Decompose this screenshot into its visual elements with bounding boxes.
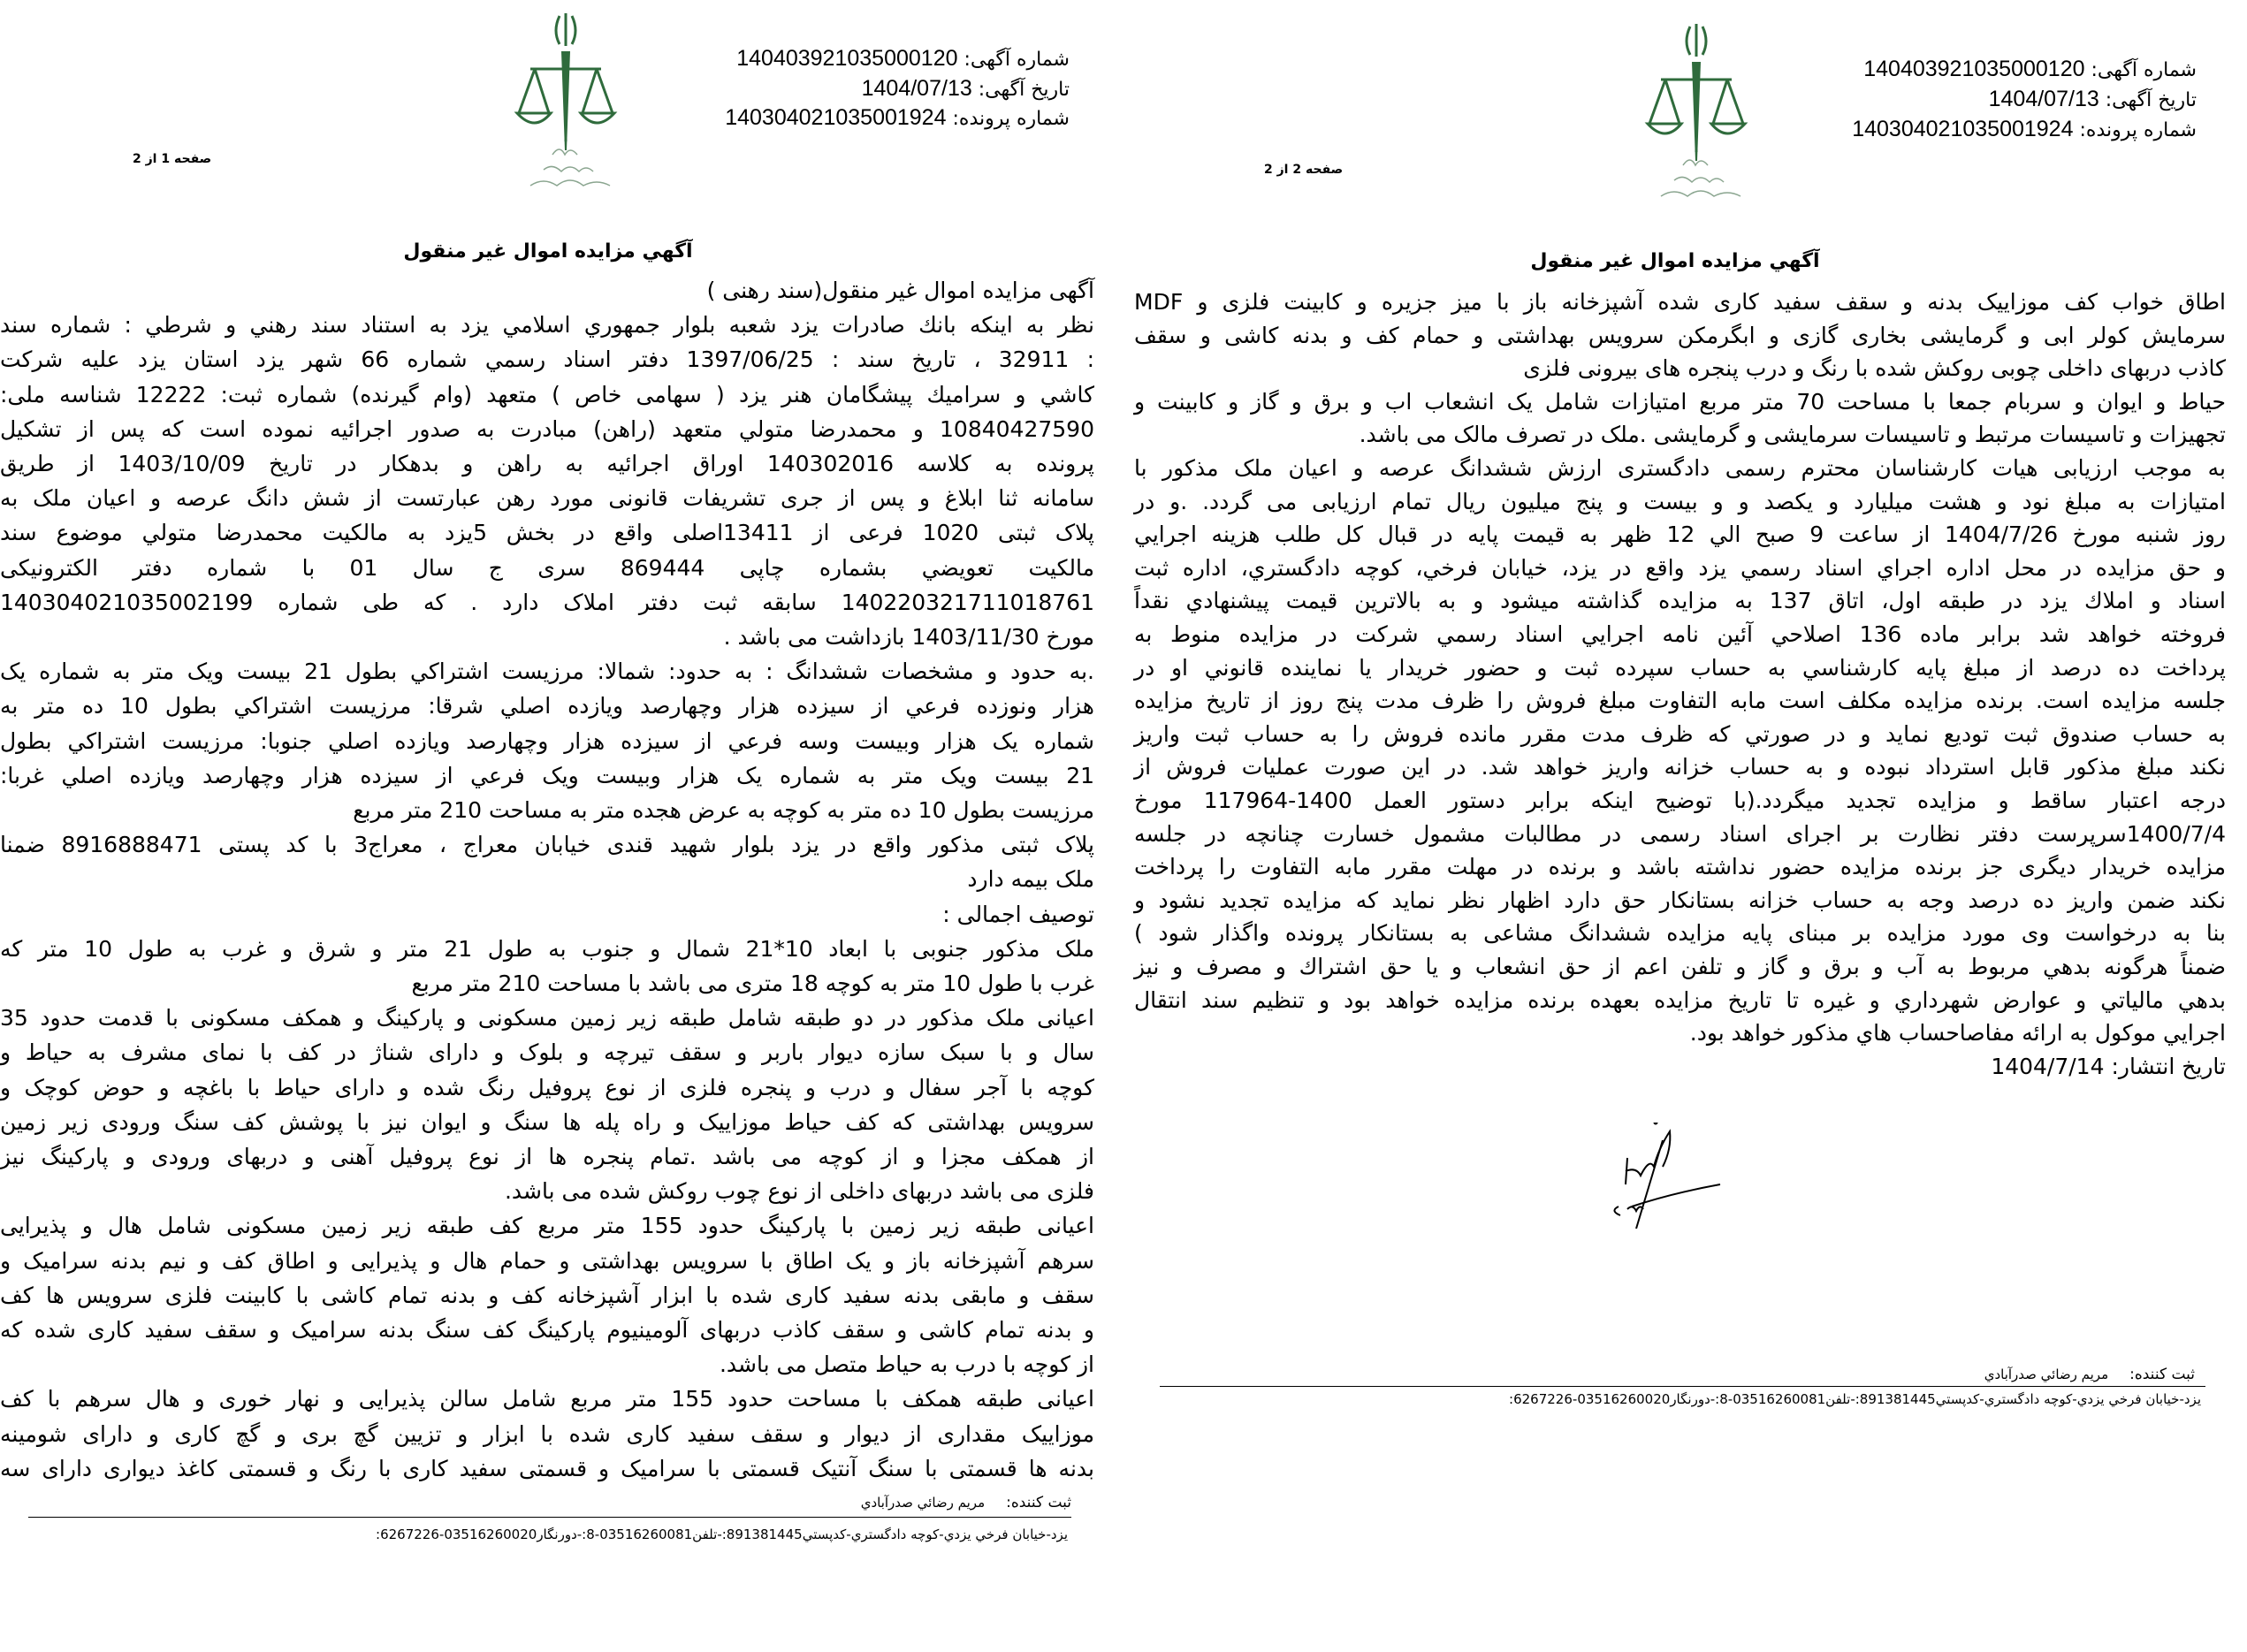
body-line: و بدنه تمام کاشی و سقف کاذب دربهای آلومینیوم پارکینگ کف سنگ بدنه سرامیک و سقف سفید کاری شده که [0,1317,1094,1343]
body-line: نکند ضمن واریز ده درصد وجه به حساب خزانه بستانکار حق دارد اظهار نظر نماید که مزایده تجدید نشود و [1134,887,2226,913]
file-number-label: شماره پرونده: [2079,119,2197,141]
body-line: مورخ 1403/11/30 بازداشت می باشد . [723,624,1094,650]
body-line: كاشي و سراميك پيشگامان هنر يزد ( سهامی خاص ) متعهد (وام گيرنده) شماره ثبت: 12222 شناسه ملی: [0,381,1094,407]
footer-divider [1160,1386,2205,1387]
body-line: اطاق خواب کف موزاییک بدنه و سقف سفید کاری شده آشپزخانه باز با میز جزیره و کابینت فلزی و MDF [1134,289,2226,315]
ad-date-label: تاریخ آگهی: [978,79,1070,101]
body-line: حیاط و ایوان و سربام جمعا با مساحت 70 متر مربع امتیازات شامل یک انشعاب اب و برق و گاز و کابینت و [1134,388,2226,415]
body-line: سقف و مابقی بدنه سفید کاری شده با ابزار آشپزخانه کف و بدنه تمام کاشی با کابینت فلزی سرویس ها کف [0,1282,1094,1308]
body-line: به حساب صندوق ثبت توديع نمايد و در صورتي كه ظرف مدت مقرر مانده فروش را به حساب ثبت واريز [1134,720,2226,747]
footer-divider [28,1517,1071,1518]
body-line: هزار ونوزده فرعي از سيزده هزار وچهارصد ويازده اصلي شرقا: مرزيست اشتراكي بطول 10 ده متر به [0,693,1094,719]
body-line: سال و با سبک سازه دیوار باربر و سقف تیرچه و بلوک و دارای شناژ در کف با نمای مشرف به حیاط و [0,1039,1094,1066]
page-number: صفحه 2 از 2 [1264,163,1344,177]
body-line: موزاییک مقداری از دیوار و سقف سفید کاری شده با ابزار و تزیین گچ بری و گچ کاری و دارای شومینه [0,1420,1094,1447]
page-number: صفحه 1 از 2 [133,152,212,166]
notice-title: آگهي مزايده اموال غير منقول [403,240,693,263]
body-line: از همکف مجزا و از کوچه می باشد .تمام پنجره ها از نوع پروفیل آهنی و دربهای ورودی و پارکینگ نیز [0,1144,1094,1169]
body-line: امتیازات به مبلغ نود و هشت میلیارد و یکصد و و بیست و پنج میلیون ریال تمام ارزیابی می گردد. .و در [1134,488,2226,514]
signature [1601,1123,1733,1229]
body-line: بدنه ها قسمتی با سنگ آنتیک قسمتی با سرامیک و قسمتی سفید کاری با رنگ و قسمتی کاغذ دیواری دارای سه [0,1455,1094,1481]
body-line: 140220321711018761 سابقه ثبت دفتر املاک دارد . که طی شماره 140304021035002199 [0,589,1094,615]
body-line: مالکیت تعویضي بشماره چاپی 869444 سری ج سال 01 با شماره دفتر الکترونیکی [0,554,1094,581]
body-line: ملک بیمه دارد [967,866,1094,893]
file-number-value: 140304021035001924 [1852,117,2074,141]
ad-date-value: 1404/07/13 [1988,87,2099,111]
body-line: روز شنبه مورخ 1404/7/26 از ساعت 9 صبح الي 12 ظهر به قيمت پايه در قبال كل طلب هزينه اجرايي [1134,521,2226,548]
ad-number-label: شماره آگهی: [964,49,1070,71]
registrar-name: مریم رضائي صدرآبادي [1984,1367,2109,1382]
notice-page-2 [1124,0,2247,1652]
body-line: کوچه با آجر سفال و درب و پنجره فلزی از نوع پروفیل رنگ شده و دارای حیاط با باغچه و حوض کوچک و [0,1074,1094,1100]
body-line: مزایده خریدار دیگری جز برنده مزایده حضور نداشته باشد و برنده در مهلت مقرر مابه التفاوت را پرداخت [1134,854,2226,880]
office-address: يزد-خيابان فرخي يزدي-كوچه دادگستري-كدپستي891381445:-تلفن03516260081-8:-دورنگار03516260020-6267226: [376,1526,1068,1542]
body-line: آگهی مزایده اموال غیر منقول(سند رهنی ) [706,278,1094,303]
ad-number-value: 140403921035000120 [736,46,958,71]
registrar-name: مریم رضائي صدرآبادي [860,1495,986,1511]
body-line: درجه اعتبار ساقط و مزايده تجديد ميگردد.(با توضيح اينكه برابر دستور العمل 1400-117964 مورخ [1134,788,2226,813]
registrar-label: ثبت کننده: [2129,1366,2195,1383]
body-line: اعیانی ملک مذکور در دو طبقه شامل طبقه زیر زمین مسکونی و پارکینگ و همکف مسکونی با قدمت حدود 35 [0,1005,1094,1032]
body-line: پلاک ثبتی 1020 فرعی از 13411اصلی واقع در بخش 5یزد به مالکیت محمدرضا متولي موضوع سند [0,520,1094,546]
body-line: جلسه مزايده است. برنده مزايده مكلف است مابه التفاوت مبلغ فروش را ظرف مدت پنج روز از تاريخ مزايده [1134,688,2226,714]
body-line: پرونده به كلاسه 140302016 اوراق اجرائيه به راهن و بدهكار در تاريخ 1403/10/09 از طريق [0,451,1094,476]
body-line: کاذب دربهای داخلی چوبی روکش شده با رنگ و درب پنجره های بیرونی فلزی [1523,355,2226,382]
body-line: تجهیزات و تاسیسات مرتبط و تاسیسات سرمایشی و گرمایشی .ملک در تصرف مالک می باشد. [1359,422,2226,448]
body-line: بدهي مالياتي و عوارض شهرداري و غيره تا تاريخ مزايده بعهده برنده مزايده خواهد بود و تنظيم سند انتقال [1134,986,2226,1013]
registrar [1984,1366,2195,1383]
ad-date-value: 1404/07/13 [861,76,972,101]
body-line: 1400/7/4سرپرست دفتر نظارت بر اجرای اسناد رسمی در مطالبات مشمول خسارت چنانچه در جلسه [1134,820,2226,847]
ad-number-label: شماره آگهی: [2091,59,2197,81]
body-line: سامانه ثنا ابلاغ و پس از جری تشریفات قانونی مورد رهن عبارتست از شش دانگ عرصه و اعیان ملک به [0,485,1094,512]
body-line: .به حدود و مشخصات ششدانگ : به حدود: شمالا: مرزيست اشتراكي بطول 21 بيست ويک متر به شماره يک [0,659,1094,685]
notice-body [0,0,1094,1503]
body-line: پرداخت ده درصد از مبلغ پايه كارشناسي به حساب سپرده ثبت و حضور خريدار يا نماينده قانوني او در [1134,654,2226,681]
body-line: سرویس بهداشتی که کف حیاط موزاییک و راه پله ها سنگ و ایوان نیز با پوشش کف سنگ ورودی زیر زمین [0,1108,1094,1135]
body-line: ملک مذکور جنوبی با ابعاد 10*21 شمال و جنوب به طول 21 متر و شرق و غرب به طول 10 متر که [0,935,1095,962]
ad-number-value: 140403921035000120 [1863,57,2085,81]
body-line: : 32911 ، تاريخ سند : 1397/06/25 دفتر اسناد رسمي شماره 66 شهر يزد استان يزد عليه شركت [0,346,1094,373]
body-line: مرزيست بطول 10 ده متر به كوچه به عرض هجده متر به مساحت 210 متر مربع [353,797,1094,823]
body-line: ضمناً هرگونه بدهي مربوط به آب و برق و گاز و تلفن اعم از حق انشعاب و يا حق اشتراك و مصرف و نيز [1134,954,2226,979]
body-line: به موجب ارزیابی هیات کارشناسان محترم رسمی دادگستری ارزش ششدانگ عرصه و اعیان ملک مذکور با [1134,455,2226,481]
ad-date-label: تاریخ آگهی: [2105,89,2197,111]
body-line: تاريخ انتشار: 1404/7/14 [1991,1053,2226,1079]
body-line: اعیانی طبقه همکف با مساحت حدود 155 متر مربع شامل سالن پذیرایی و نهار خوری و هال سرهم با کف [0,1386,1095,1412]
body-line: پلاک ثبتی مذکور واقع در یزد بلوار شهید قندی خیابان معراج ، معراج3 با کد پستی 8916888471 ضمنا [0,832,1095,858]
body-line: 10840427590 و محمدرضا متولي متعهد (راهن) مبادرت به صدور اجرائيه نموده است كه پس از تشكيل [0,415,1094,442]
body-line: فلزی می باشد دربهای داخلی از نوع چوب روکش شده می باشد. [504,1178,1094,1205]
notice-title: آگهي مزايده اموال غير منقول [1530,250,1820,272]
body-line: اسناد و املاك يزد در طبقه اول، اتاق 137 به مزايده گذاشته ميشود و به بالاترين قيمت پيشنهادي نقداً [1134,588,2227,614]
registrar-label: ثبت کننده: [1006,1494,1071,1511]
registrar [861,1494,1071,1511]
body-line: فروخته خواهد شد برابر ماده 136 اصلاحي آئين نامه اجرايي اسناد رسمي شركت در مزايده منوط به [1134,621,2226,647]
body-line: سرمایش کولر ابی و گرمایشی بخاری گازی و ابگرمکن سرویس بهداشتی و حمام کف و بدنه کاشی و سقف [1134,322,2226,348]
body-line: غرب با طول 10 متر به کوچه 18 متری می باشد با مساحت 210 متر مربع [411,971,1094,996]
notice-body [1134,0,2226,1149]
body-line: نكند مبلغ مذكور قابل استرداد نبوده و به حساب خزانه واريز خواهد شد. در اين صورت عمليات فروش از [1134,754,2226,780]
body-line: توصیف اجمالی : [942,901,1094,927]
body-line: اعیانی طبقه زیر زمین با پارکینگ حدود 155 متر مربع کف طبقه زیر زمین مسکونی شامل هال و پذیرایی [0,1213,1095,1239]
body-line: و حق مزايده در محل اداره اجراي اسناد رسمي يزد واقع در يزد، خيابان فرخي، كوچه دادگستري، اداره ثبت [1134,554,2226,581]
body-line: 21 بيست ويک متر به شماره يک هزار وبيست ويک فرعي از سيزده هزار وچهارصد ويازده اصلي غربا: [0,762,1094,788]
body-line: بنا به درخواست وی مورد مزایده بر مبنای پایه مزایده ششدانگ مشاعی به بستانکار پرونده واگذار شود ) [1134,920,2226,947]
body-line: از کوچه با درب به حیاط متصل می باشد. [719,1351,1094,1378]
body-line: شماره يک هزار وبيست وسه فرعي از سيزده هزار وچهارصد ويازده اصلي جنوبا: مرزيست اشتراكي بطول [0,727,1094,754]
body-line: اجرايي موكول به ارائه مفاصاحساب هاي مذكور خواهد بود. [1689,1020,2226,1047]
office-address: يزد-خيابان فرخي يزدي-كوچه دادگستري-كدپستي891381445:-تلفن03516260081-8:-دورنگار03516260020-6267226: [1509,1391,2201,1407]
body-line: نظر به اينكه بانك صادرات يزد شعبه بلوار جمهوري اسلامي يزد به استناد سند رهني و شرطي : شماره سند [0,312,1094,339]
file-number-value: 140304021035001924 [725,105,947,130]
file-number-label: شماره پرونده: [952,108,1070,130]
body-line: سرهم آشپزخانه باز و یک اطاق با سرویس بهداشتی و حمام هال و پذیرایی و اطاق کف و نیم بدنه سرامیک و [0,1247,1094,1274]
